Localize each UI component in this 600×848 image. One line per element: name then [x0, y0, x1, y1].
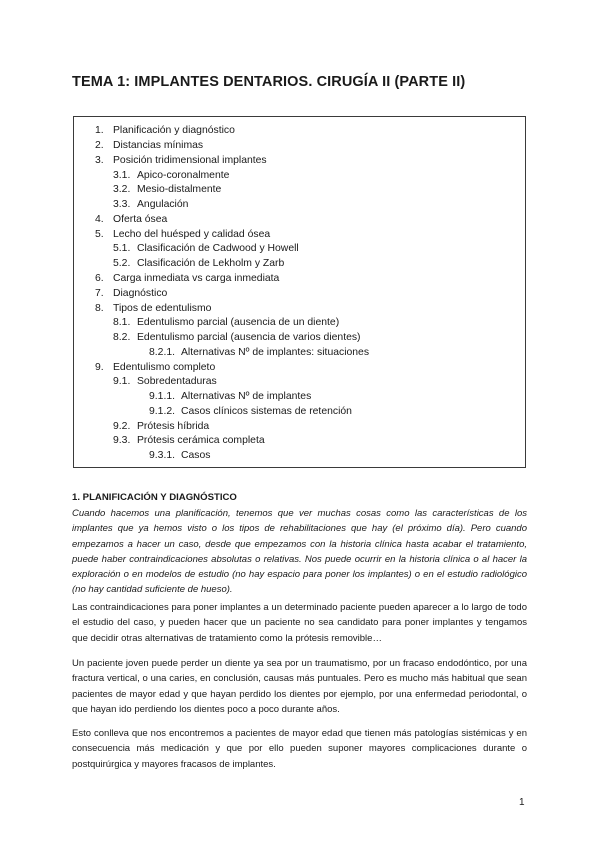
page-title: TEMA 1: IMPLANTES DENTARIOS. CIRUGÍA II (PARTE II): [72, 74, 466, 90]
toc-label: Prótesis híbrida: [137, 421, 210, 432]
toc-number: 4.: [95, 214, 104, 225]
toc-item: [149, 405, 352, 419]
toc-label: Planificación y diagnóstico: [113, 125, 235, 136]
toc-number: 6.: [95, 273, 104, 284]
toc-item: [113, 169, 229, 183]
toc-item: [95, 124, 235, 138]
toc-item: [95, 361, 215, 375]
toc-number: 9.1.2.: [149, 406, 175, 417]
toc-label: Edentulismo parcial (ausencia de un diente): [137, 317, 340, 328]
toc-item: [149, 449, 210, 463]
toc-label: Mesio-distalmente: [137, 184, 222, 195]
toc-number: 3.1.: [113, 170, 131, 181]
toc-number: 1.: [95, 125, 104, 136]
toc-number: 3.2.: [113, 184, 131, 195]
toc-item: [113, 316, 339, 330]
toc-number: 9.3.: [113, 435, 131, 446]
toc-item: [113, 257, 284, 271]
toc-label: Diagnóstico: [113, 288, 168, 299]
toc-item: [95, 139, 203, 153]
toc-item: [149, 390, 311, 404]
toc-label: Distancias mínimas: [113, 140, 204, 151]
body-paragraph: Las contraindicaciones para poner implantes a un determinado paciente pueden aparecer a lo largo de todo el estudio del caso, y pueden hacer que un paciente no sea candidato para poner implantes y tengamos que decidir otras alternativas de tratamiento como la prótesis removible…: [72, 602, 527, 644]
toc-number: 5.2.: [113, 258, 131, 269]
toc-number: 3.3.: [113, 199, 131, 210]
toc-label: Tipos de edentulismo: [113, 303, 212, 314]
body-paragraph: Esto conlleva que nos encontremos a pacientes de mayor edad que tienen más patologías sistémicas y en consecuencia más medicación y que por ello pueden suponer mayores complicaciones durante o postquirúrgica y mayores fracasos de implantes.: [72, 728, 527, 770]
toc-number: 9.2.: [113, 421, 131, 432]
toc-label: Edentulismo parcial (ausencia de varios dientes): [137, 332, 361, 343]
toc-item: [95, 213, 167, 227]
toc-item: [95, 272, 279, 286]
toc-item: [95, 154, 267, 168]
body-paragraph: Un paciente joven puede perder un diente ya sea por un traumatismo, por un fracaso endodóntico, por una fractura vertical, o una caries, en conclusión, causas más puntuales. Pero es mucho más habitual que sean pacientes de mayor edad y que hayan perdido los dientes por ejemplo, por una enfermedad periodontal, o que hayan ido perdiendo los dientes poco a poco durante años.: [72, 658, 527, 715]
toc-label: Casos clínicos sistemas de retención: [181, 406, 352, 417]
toc-label: Clasificación de Lekholm y Zarb: [137, 258, 285, 269]
toc-number: 7.: [95, 288, 104, 299]
page-number: 1: [519, 797, 525, 808]
toc-item: [95, 228, 270, 242]
toc-label: Angulación: [137, 199, 189, 210]
toc-label: Prótesis cerámica completa: [137, 435, 265, 446]
toc-label: Casos: [181, 450, 211, 461]
toc-number: 9.1.1.: [149, 391, 175, 402]
intro-paragraph: Cuando hacemos una planificación, tenemos que ver muchas cosas como las características de los implantes que ya hemos visto o los tipos de rehabilitaciones que hay (el próximo día). Pero cuando empezamos a hacer un caso, desde que empezamos con la historia clínica hasta acabar el tratamiento, puede haber contraindicaciones absolutas o relativas. Nos puede ocurrir en la historia clínica o al hacer la exploración o en modelos de estudio (no hay espacio para poner los implantes) o en el estudio radiológico (no hay cantidad suficiente de hueso).: [72, 508, 527, 596]
toc-number: 9.3.1.: [149, 450, 175, 461]
toc-item: [113, 242, 299, 256]
toc-number: 9.1.: [113, 376, 131, 387]
toc-label: Lecho del huésped y calidad ósea: [113, 229, 271, 240]
toc-number: 5.1.: [113, 243, 131, 254]
toc-label: Carga inmediata vs carga inmediata: [113, 273, 280, 284]
toc-number: 3.: [95, 155, 104, 166]
toc-item: [113, 183, 221, 197]
toc-number: 8.1.: [113, 317, 131, 328]
toc-label: Alternativas Nº de implantes: situaciones: [181, 347, 370, 358]
toc-item: [113, 420, 209, 434]
toc-label: Apico-coronalmente: [137, 170, 230, 181]
toc-label: Alternativas Nº de implantes: [181, 391, 312, 402]
toc-label: Edentulismo completo: [113, 362, 216, 373]
toc-number: 8.2.: [113, 332, 131, 343]
toc-number: 8.2.1.: [149, 347, 175, 358]
toc-label: Oferta ósea: [113, 214, 168, 225]
toc-item: [95, 287, 167, 301]
toc-item: [113, 198, 188, 212]
toc-item: [149, 346, 369, 360]
toc-number: 9.: [95, 362, 104, 373]
toc-item: [95, 302, 211, 316]
toc-number: 5.: [95, 229, 104, 240]
section-heading: 1. PLANIFICACIÓN Y DIAGNÓSTICO: [72, 492, 237, 503]
toc-number: 8.: [95, 303, 104, 314]
toc-item: [113, 375, 217, 389]
toc-item: [113, 331, 361, 345]
toc-label: Clasificación de Cadwood y Howell: [137, 243, 299, 254]
toc-label: Sobredentaduras: [137, 376, 217, 387]
toc-label: Posición tridimensional implantes: [113, 155, 267, 166]
toc-number: 2.: [95, 140, 104, 151]
toc-item: [113, 434, 265, 448]
